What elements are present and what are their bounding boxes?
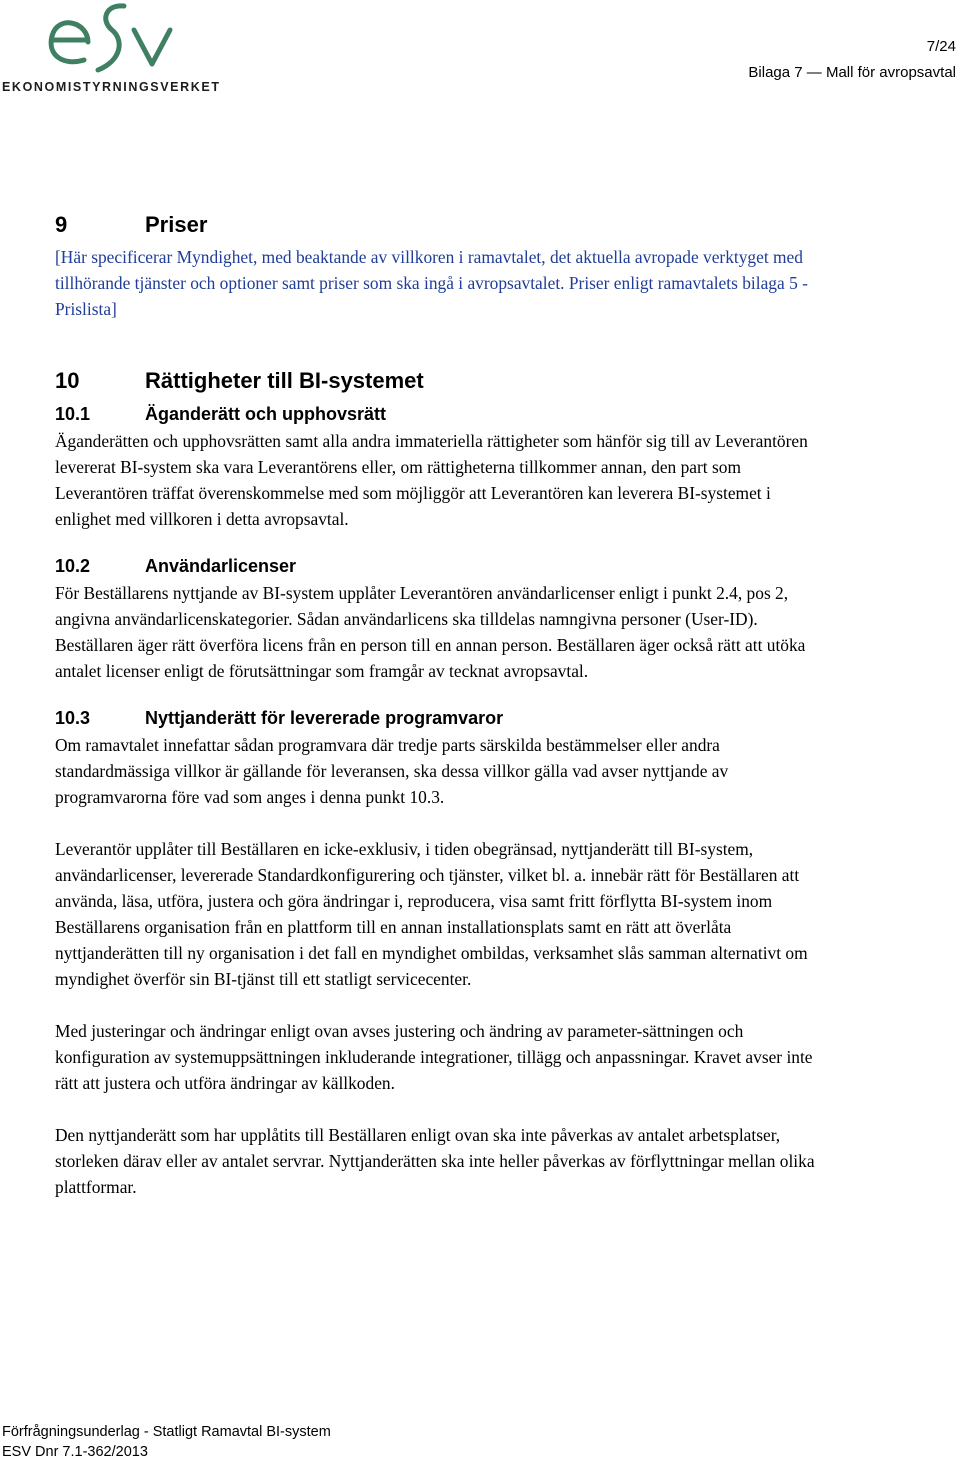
subsection-number: 10.2 [55, 556, 91, 576]
page-number: 7/24 [926, 38, 956, 55]
section-title: Rättigheter till BI-systemet [145, 368, 424, 393]
subsection-title: Användarlicenser [145, 556, 297, 576]
section-number: 10 [55, 368, 80, 393]
section-10-heading [55, 362, 825, 400]
section-10-2-heading [55, 552, 825, 580]
page-footer [2, 1422, 331, 1462]
esv-logo-mark [0, 0, 215, 80]
subsection-number: 10.1 [55, 404, 91, 424]
logo-caption: EKONOMISTYRNINGSVERKET [2, 80, 221, 94]
section-9-heading [55, 206, 825, 244]
section-number: 9 [55, 212, 68, 237]
document-subtitle: Bilaga 7 — Mall för avropsavtal [748, 64, 956, 81]
section-10-3-paragraph-2: Leverantör upplåter till Beställaren en icke-exklusiv, i tiden obegränsad, nyttjanderätt till BI-system, användarlicenser, levererade Standardkonfigurering och tjänster, vilket bl. a. innebär rätt för Beställaren att använda, läsa, utföra, justera och göra ändringar i, reproducera, visa samt fritt förflytta BI-system inom Beställarens organisation från en plattform till en annan installationsplats samt en rätt att överlåta nyttjanderätten till ny organisation i det fall en myndighet ombildas, verksamhet slås samman alternativt om myndighet överför sin BI-tjänst till ett statligt servicecenter. [55, 839, 808, 989]
subsection-number: 10.3 [55, 708, 91, 728]
subsection-title: Äganderätt och upphovsrätt [145, 404, 387, 424]
section-10-3-paragraph-3: Med justeringar och ändringar enligt ovan avses justering och ändring av parameter-sättningen och konfiguration av systemuppsättningen inkluderande integrationer, tillägg och anpassningar. Kravet avser inte rätt att justera och utföra ändringar av källkoden. [55, 1021, 813, 1093]
esv-logo [0, 0, 221, 100]
section-10-3-heading [55, 704, 825, 732]
section-10-1-heading [55, 400, 825, 428]
subsection-title: Nyttjanderätt för levererade programvaror [145, 708, 504, 728]
section-10-3-paragraph-1: Om ramavtalet innefattar sådan programvara där tredje parts särskilda bestämmelser eller andra standardmässiga villkor är gällande för leveransen, ska dessa villkor gälla vad avser nyttjande av programvarorna före vad som anges i denna punkt 10.3. [55, 735, 729, 807]
section-10-2-text: För Beställarens nyttjande av BI-system upplåter Leverantören användarlicenser enligt i punkt 2.4, pos 2, angivna användarlicenskategorier. Sådan användarlicens ska tilldelas namngivna personer (User-ID). Beställaren äger rätt överföra licens från en person till en annan person. Beställaren äger också rätt att utöka antalet licenser enligt de förutsättningar som framgår av tecknat avropsavtal. [55, 583, 806, 681]
section-10-1-text: Äganderätten och upphovsrätten samt alla andra immateriella rättigheter som hänför sig till av Leverantören levererat BI-system ska vara Leverantörens eller, om rättigheterna tillkommer annan, den part som Leverantören träffat överenskommelse med som möjliggör att Leverantören kan leverera BI-systemet i enlighet med villkoren i detta avropsavtal. [55, 431, 808, 529]
footer-reference-number: ESV Dnr 7.1-362/2013 [2, 1444, 148, 1460]
section-9-placeholder-text: [Här specificerar Myndighet, med beaktande av villkoren i ramavtalet, det aktuella avropade verktyget med tillhörande tjänster och optioner samt priser som ska ingå i avropsavtalet. Priser enligt ramavtalets bilaga 5 - Prislista] [55, 247, 808, 319]
section-10-3-paragraph-4: Den nyttjanderätt som har upplåtits till Beställaren enligt ovan ska inte påverkas av antalet arbetsplatser, storleken därav eller av antalet servrar. Nyttjanderätten ska inte heller påverkas av förflyttningar mellan olika plattformar. [55, 1125, 815, 1197]
footer-document-title: Förfrågningsunderlag - Statligt Ramavtal BI-system [2, 1424, 331, 1440]
document-body [55, 206, 825, 1200]
section-title: Priser [145, 212, 208, 237]
